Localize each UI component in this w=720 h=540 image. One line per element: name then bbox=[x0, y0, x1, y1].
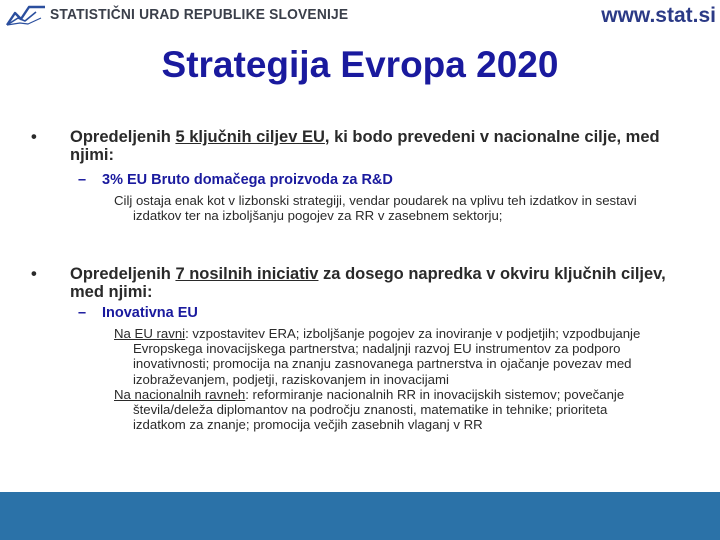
slide-title: Strategija Evropa 2020 bbox=[161, 44, 559, 85]
national-level-text: : reformiranje nacionalnih RR in inovacijskih sistemov; povečanje števila/deleža diplomantov na področju znanosti, matematike in tehnike; prioriteta izdatkom za znanje; promocija večjih zasebnih vlaganj v RR bbox=[133, 386, 625, 433]
national-level-paragraph bbox=[114, 387, 662, 433]
footer-bar bbox=[0, 492, 720, 540]
eu-level-text: : vzpostavitev ERA; izboljšanje pogojev za inoviranje v podjetjih; vzpodbujanje Evropskega inovacijskega partnerstva; nadaljnji razvoj EU instrumentov za podporo inovativnosti; promocija na znanju zasnovanega partnerstva in ojačanje povezav med izobraževanjem, podjetji, raziskovanjem in inovacijami bbox=[133, 326, 641, 387]
slide-header bbox=[0, 0, 720, 30]
innovation-union-detail bbox=[114, 326, 662, 432]
eu-level-label[interactable]: Na EU ravni bbox=[114, 326, 186, 341]
bullet-prefix: Opredeljenih bbox=[70, 128, 176, 146]
key-targets-link[interactable]: 5 ključnih ciljev EU bbox=[175, 128, 325, 146]
bullet-prefix: Opredeljenih bbox=[70, 265, 176, 283]
website-url[interactable]: www.stat.si bbox=[601, 4, 716, 27]
statistical-office-logo-icon bbox=[6, 4, 46, 26]
dash-marker: – bbox=[78, 172, 87, 188]
bullet-flagship-initiatives bbox=[31, 265, 670, 301]
dash-marker: – bbox=[78, 305, 87, 321]
rd-target-detail bbox=[114, 193, 662, 223]
bullet-key-targets bbox=[31, 128, 670, 164]
sub-bullet-innovation-union bbox=[78, 305, 682, 322]
organization-name: STATISTIČNI URAD REPUBLIKE SLOVENIJE bbox=[50, 6, 349, 23]
sub-bullet-label: Inovativna EU bbox=[102, 305, 198, 321]
bullet-marker: • bbox=[31, 265, 37, 283]
bullet-suffix: , ki bodo prevedeni v nacionalne cilje, med njimi: bbox=[70, 128, 660, 164]
bullet-marker: • bbox=[31, 128, 37, 146]
flagship-initiatives-link[interactable]: 7 nosilnih iniciativ bbox=[175, 265, 319, 283]
sub-bullet-rd-target bbox=[78, 172, 682, 189]
detail-text: Cilj ostaja enak kot v lizbonski strategiji, vendar poudarek na vplivu teh izdatkov in sestavi izdatkov ter na izboljšanju pogojev za RR v zasebnem sektorju; bbox=[114, 193, 637, 224]
eu-level-paragraph bbox=[114, 326, 662, 387]
sub-bullet-label: 3% EU Bruto domačega proizvoda za R&D bbox=[102, 172, 393, 188]
national-level-label[interactable]: Na nacionalnih ravneh bbox=[114, 386, 246, 402]
bullet-suffix: za dosego napredka v okviru ključnih ciljev, med njimi: bbox=[70, 265, 666, 301]
